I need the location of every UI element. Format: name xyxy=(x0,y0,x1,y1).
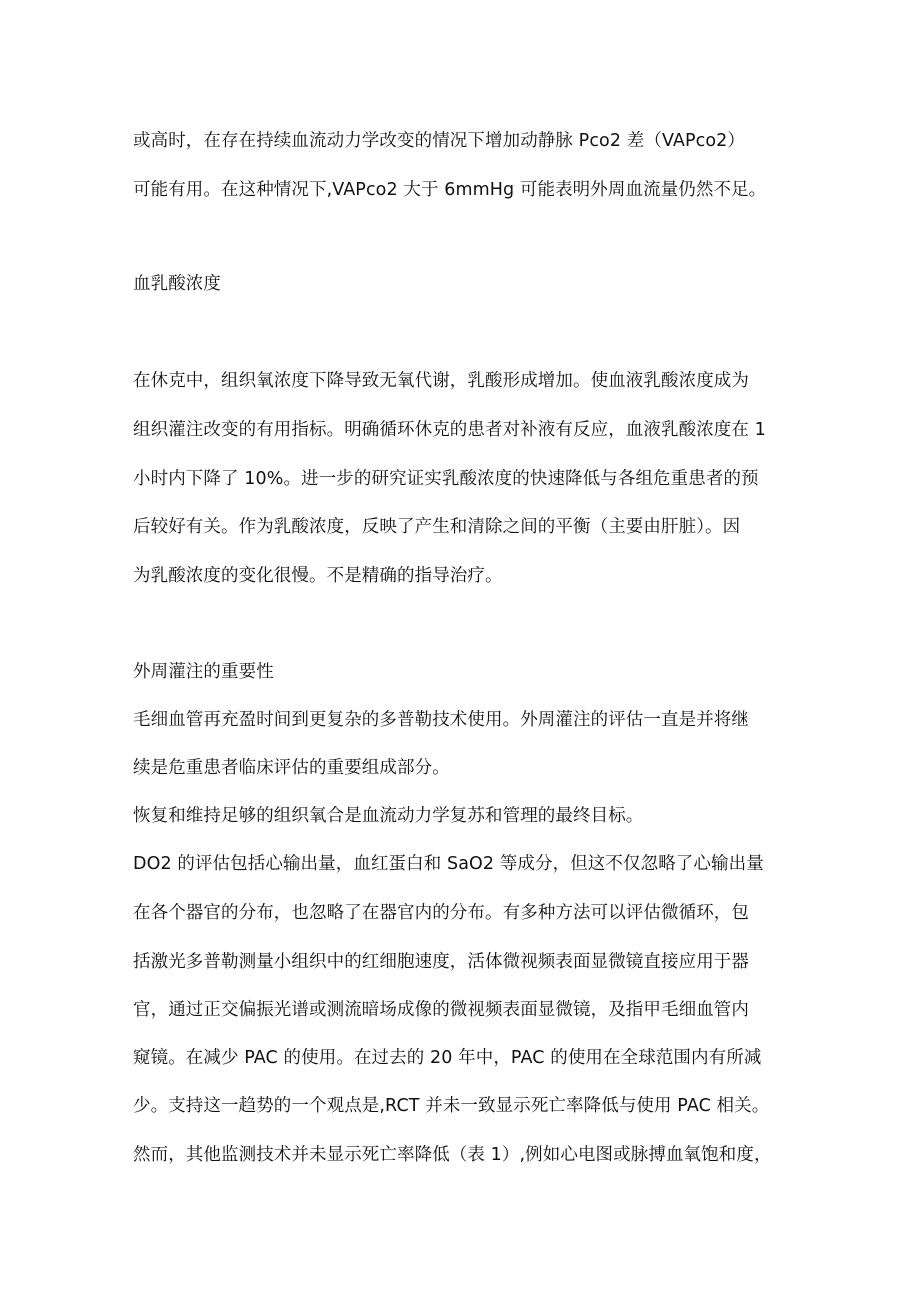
text-line: 少。支持这一趋势的一个观点是,RCT 并未一致显示死亡率降低与使用 PAC 相关。 xyxy=(133,1096,770,1116)
text-line: 为乳酸浓度的变化很慢。不是精确的指导治疗。 xyxy=(133,566,503,586)
text-line: 可能有用。在这种情况下,VAPco2 大于 6mmHg 可能表明外周血流量仍然不足。 xyxy=(133,180,767,200)
text-line: 在休克中，组织氧浓度下降导致无氧代谢，乳酸形成增加。使血液乳酸浓度成为 xyxy=(133,371,749,391)
text-line: 恢复和维持足够的组织氧合是血流动力学复苏和管理的最终目标。 xyxy=(133,806,644,826)
text-line: DO2 的评估包括心输出量，血红蛋白和 SaO2 等成分，但这不仅忽略了心输出量 xyxy=(133,854,764,874)
text-line: 小时内下降了 10%。进一步的研究证实乳酸浓度的快速降低与各组危重患者的预 xyxy=(133,469,759,489)
section-heading-lactate: 血乳酸浓度 xyxy=(133,274,221,294)
text-line: 官，通过正交偏振光谱或测流暗场成像的微视频表面显微镜，及指甲毛细血管内 xyxy=(133,1000,749,1020)
section-heading-peripheral-perfusion: 外周灌注的重要性 xyxy=(133,662,274,682)
text-line: 后较好有关。作为乳酸浓度，反映了产生和清除之间的平衡（主要由肝脏）。因 xyxy=(133,517,741,537)
text-line: 然而，其他监测技术并未显示死亡率降低（表 1）,例如心电图或脉搏血氧饱和度， xyxy=(133,1145,772,1165)
text-line: 窥镜。在减少 PAC 的使用。在过去的 20 年中，PAC 的使用在全球范围内有所减 xyxy=(133,1048,762,1068)
text-line: 括激光多普勒测量小组织中的红细胞速度，活体微视频表面显微镜直接应用于器 xyxy=(133,952,749,972)
text-line: 组织灌注改变的有用指标。明确循环休克的患者对补液有反应，血液乳酸浓度在 1 xyxy=(133,420,766,440)
text-line: 续是危重患者临床评估的重要组成部分。 xyxy=(133,758,450,778)
text-line: 毛细血管再充盈时间到更复杂的多普勒技术使用。外周灌注的评估一直是并将继 xyxy=(133,710,749,730)
text-line: 在各个器官的分布，也忽略了在器官内的分布。有多种方法可以评估微循环，包 xyxy=(133,903,749,923)
text-line: 或高时，在存在持续血流动力学改变的情况下增加动静脉 Pco2 差（VAPco2） xyxy=(133,131,745,151)
